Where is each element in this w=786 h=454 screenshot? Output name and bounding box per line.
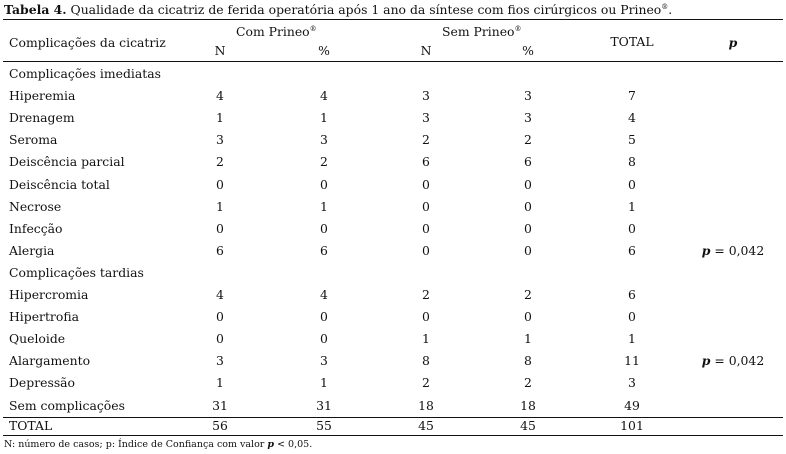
total-cell-n2: 45 [418, 418, 434, 433]
top-rule [3, 19, 783, 20]
p-value-text: = 0,042 [714, 353, 765, 369]
cell-n2: 0 [422, 309, 430, 325]
p-value [693, 353, 773, 369]
cell-n1: 1 [216, 110, 224, 126]
header-com-prineo [236, 21, 317, 40]
cell-n2: 18 [418, 397, 434, 413]
footnote [4, 439, 312, 450]
cell-p1: 0 [320, 176, 328, 192]
row-label: Sem complicações [9, 397, 125, 413]
header-rule [3, 61, 783, 62]
cell-p2: 0 [524, 176, 532, 192]
caption-registered-mark: ® [661, 3, 669, 11]
header-total: TOTAL [610, 34, 654, 49]
cell-p2: 2 [524, 132, 532, 148]
cell-total: 8 [628, 154, 636, 170]
cell-p1: 0 [320, 331, 328, 347]
cell-n2: 8 [422, 353, 430, 369]
p-value-text: = 0,042 [714, 242, 765, 258]
p-symbol: p [701, 353, 711, 369]
cell-n2: 2 [422, 375, 430, 391]
total-rule [3, 417, 783, 418]
header-n-com: N [214, 43, 226, 58]
cell-p1: 0 [320, 309, 328, 325]
cell-p1: 1 [320, 375, 328, 391]
cell-p1: 4 [320, 88, 328, 104]
cell-total: 5 [628, 132, 636, 148]
header-com-prineo-label: Com Prineo [236, 24, 310, 39]
section-title: Complicações tardias [9, 264, 144, 280]
cell-n1: 0 [216, 176, 224, 192]
cell-total: 4 [628, 110, 636, 126]
caption-text: Qualidade da cicatriz de ferida operatória após 1 ano da síntese com fios cirúrgicos ou Prineo [70, 2, 662, 17]
p-symbol: p [701, 242, 711, 258]
total-cell-p2: 45 [520, 418, 536, 433]
row-label: Hipertrofia [9, 309, 79, 325]
footnote-p: p [267, 439, 275, 450]
cell-total: 6 [628, 242, 636, 258]
cell-total: 6 [628, 287, 636, 302]
cell-n2: 0 [422, 176, 430, 192]
cell-p2: 18 [520, 397, 536, 413]
cell-p1: 3 [320, 132, 328, 148]
header-n-sem: N [420, 43, 432, 58]
row-label: Drenagem [9, 110, 75, 126]
row-label: Infecção [9, 220, 63, 236]
cell-n1: 6 [216, 242, 224, 258]
cell-p2: 1 [524, 331, 532, 347]
header-com-prineo-sup: ® [309, 25, 317, 33]
row-label: Depressão [9, 375, 76, 391]
cell-total: 1 [628, 198, 636, 214]
caption-label: Tabela 4. [4, 2, 67, 17]
cell-n1: 31 [212, 397, 228, 413]
cell-p1: 31 [316, 397, 332, 413]
row-label: Alargamento [9, 353, 91, 369]
row-label: Alergia [9, 242, 55, 258]
cell-p1: 4 [320, 287, 328, 302]
row-label: Necrose [9, 198, 62, 214]
cell-p2: 2 [524, 375, 532, 391]
total-cell-p1: 55 [316, 418, 332, 433]
cell-n2: 0 [422, 220, 430, 236]
p-value [693, 243, 773, 259]
cell-p2: 3 [524, 110, 532, 126]
cell-n1: 0 [216, 331, 224, 347]
row-label: Deiscência parcial [9, 154, 125, 170]
total-cell-total: 101 [620, 418, 644, 433]
table-caption [4, 2, 672, 17]
cell-p2: 6 [524, 154, 532, 170]
cell-p2: 0 [524, 309, 532, 325]
total-cell-n1: 56 [212, 418, 228, 433]
cell-total: 0 [628, 309, 636, 325]
cell-total: 49 [624, 397, 640, 413]
cell-p1: 2 [320, 154, 328, 170]
cell-p1: 1 [320, 198, 328, 214]
header-p: p [728, 35, 738, 50]
cell-p2: 0 [524, 220, 532, 236]
caption-end: . [668, 2, 673, 17]
cell-total: 1 [628, 331, 636, 347]
cell-n1: 3 [216, 132, 224, 148]
row-label: Deiscência total [9, 176, 110, 192]
cell-p2: 3 [524, 88, 532, 104]
cell-p2: 8 [524, 353, 532, 369]
header-pct-sem: % [522, 43, 534, 58]
cell-total: 7 [628, 88, 636, 104]
footnote-text: N: número de casos; p: Índice de Confiança com valor [4, 439, 265, 450]
cell-n1: 0 [216, 309, 224, 325]
row-label: Seroma [9, 132, 58, 148]
header-pct-com: % [318, 43, 330, 58]
cell-n2: 0 [422, 198, 430, 214]
footnote-value: < 0,05. [277, 439, 313, 450]
cell-n1: 1 [216, 375, 224, 391]
header-sem-prineo [442, 21, 522, 40]
cell-p1: 3 [320, 353, 328, 369]
cell-total: 11 [624, 353, 640, 369]
cell-total: 3 [628, 375, 636, 391]
cell-n1: 4 [216, 88, 224, 104]
cell-total: 0 [628, 176, 636, 192]
cell-p1: 0 [320, 220, 328, 236]
cell-n2: 1 [422, 331, 430, 347]
cell-n2: 3 [422, 110, 430, 126]
cell-n2: 2 [422, 287, 430, 302]
cell-total: 0 [628, 220, 636, 236]
cell-n2: 3 [422, 88, 430, 104]
cell-p2: 2 [524, 287, 532, 302]
cell-p2: 0 [524, 198, 532, 214]
bottom-rule [3, 435, 783, 436]
cell-p1: 1 [320, 110, 328, 126]
section-title: Complicações imediatas [9, 66, 161, 81]
row-label: Hiperemia [9, 88, 76, 104]
cell-p2: 0 [524, 242, 532, 258]
row-label: Queloide [9, 331, 66, 347]
cell-n1: 4 [216, 287, 224, 302]
header-sem-prineo-sup: ® [514, 25, 522, 33]
cell-p1: 6 [320, 242, 328, 258]
total-row-label: TOTAL [9, 418, 53, 433]
cell-n2: 2 [422, 132, 430, 148]
header-sem-prineo-label: Sem Prineo [442, 24, 515, 39]
row-label: Hipercromia [9, 287, 89, 302]
cell-n1: 1 [216, 198, 224, 214]
cell-n1: 3 [216, 353, 224, 369]
cell-n2: 6 [422, 154, 430, 170]
cell-n2: 0 [422, 242, 430, 258]
cell-n1: 0 [216, 220, 224, 236]
cell-n1: 2 [216, 154, 224, 170]
header-row-label: Complicações da cicatriz [9, 35, 166, 50]
